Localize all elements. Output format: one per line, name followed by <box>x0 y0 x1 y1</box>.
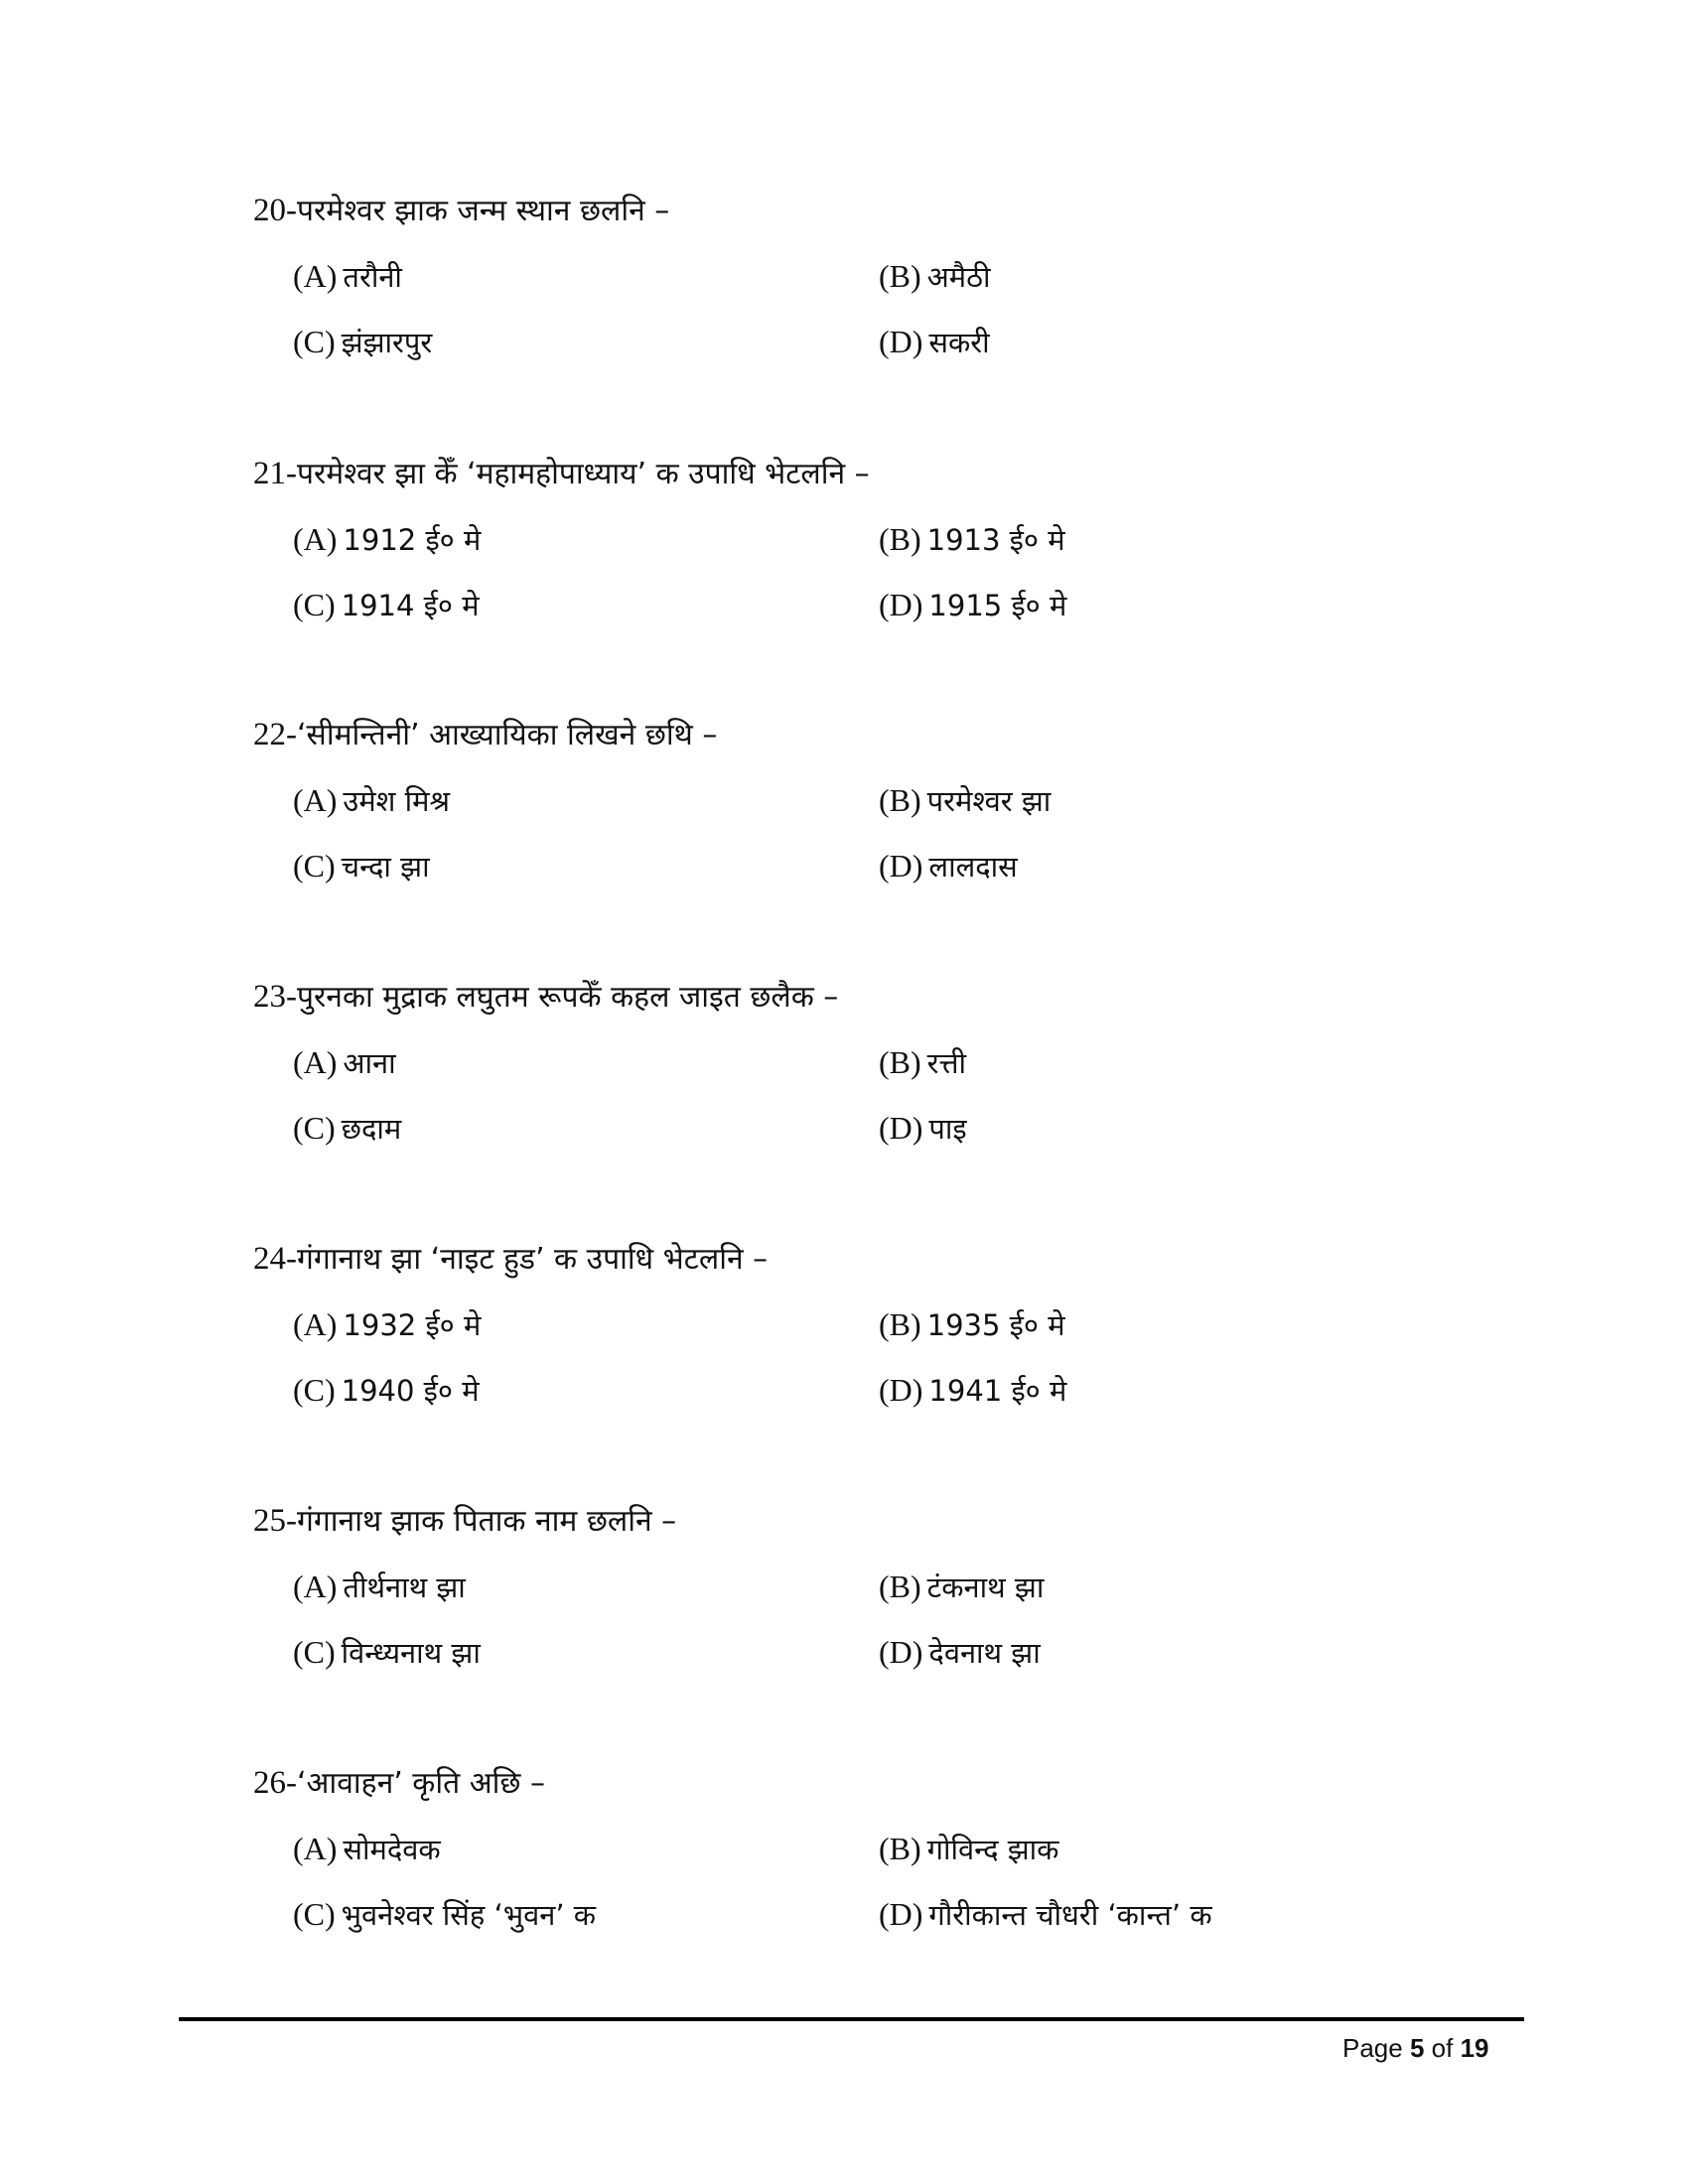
option-letter: (A) <box>293 521 338 557</box>
question-text <box>253 1761 545 1806</box>
question-text <box>253 713 717 757</box>
option-value: लालदास <box>928 850 1018 884</box>
option-value: पाइ <box>928 1112 967 1146</box>
page-number <box>1342 2031 1488 2065</box>
option-d <box>879 320 990 364</box>
option-letter: (B) <box>879 1831 921 1866</box>
question-21 <box>253 452 1544 650</box>
option-d <box>879 1368 1066 1413</box>
question-number: 24- <box>253 1241 297 1277</box>
question-body: ‘सीमन्तिनी’ आख्यायिका लिखने छथि – <box>297 718 718 752</box>
option-value: भुवनेश्वर सिंह ‘भुवन’ क <box>341 1898 597 1932</box>
option-value: तरौनी <box>343 260 402 294</box>
option-a <box>293 517 481 562</box>
question-text <box>253 189 669 233</box>
option-b <box>879 1040 966 1085</box>
option-c <box>293 583 480 627</box>
option-d <box>879 1892 1212 1937</box>
option-letter: (B) <box>879 782 921 818</box>
option-letter: (C) <box>293 324 336 359</box>
current-page: 5 <box>1409 2033 1425 2063</box>
option-letter: (B) <box>879 1306 921 1342</box>
option-letter: (D) <box>879 848 923 884</box>
option-letter: (C) <box>293 1896 336 1932</box>
question-number: 25- <box>253 1503 297 1539</box>
option-value: छदाम <box>341 1112 402 1146</box>
question-body: ‘आवाहन’ कृति अछि – <box>297 1766 546 1801</box>
option-value: सोमदेवक <box>343 1833 441 1866</box>
option-c <box>293 1106 401 1151</box>
question-26 <box>253 1761 1544 1960</box>
option-c <box>293 1630 481 1675</box>
option-a <box>293 1040 396 1085</box>
option-a <box>293 254 402 299</box>
option-value: विन्ध्यनाथ झा <box>341 1636 481 1670</box>
option-letter: (D) <box>879 324 923 359</box>
option-letter: (A) <box>293 1306 338 1342</box>
option-letter: (D) <box>879 1896 923 1932</box>
option-c <box>293 320 432 364</box>
option-value: 1935 ई० मे <box>926 1308 1065 1342</box>
option-b <box>879 1302 1065 1347</box>
question-text <box>253 452 870 496</box>
option-a <box>293 778 450 823</box>
option-d <box>879 1630 1041 1675</box>
question-number: 20- <box>253 193 297 228</box>
option-letter: (A) <box>293 1831 338 1866</box>
option-value: गौरीकान्त चौधरी ‘कान्त’ क <box>928 1898 1212 1932</box>
option-c <box>293 1892 596 1937</box>
question-text <box>253 1499 676 1544</box>
option-letter: (A) <box>293 782 338 818</box>
footer-divider <box>179 2017 1524 2021</box>
option-value: 1941 ई० मे <box>928 1374 1067 1408</box>
option-value: चन्दा झा <box>341 850 430 884</box>
question-25 <box>253 1499 1544 1698</box>
question-body: पुरनका मुद्राक लघुतम रूपकेँ कहल जाइत छलैक – <box>297 980 839 1015</box>
page-prefix: Page <box>1342 2033 1410 2063</box>
option-value: आना <box>343 1046 396 1080</box>
option-b <box>879 778 1051 823</box>
question-text <box>253 975 838 1020</box>
option-letter: (C) <box>293 1634 336 1670</box>
question-body: गंगानाथ झाक पिताक नाम छलनि – <box>297 1504 677 1539</box>
question-number: 26- <box>253 1765 297 1801</box>
question-20 <box>253 189 1544 387</box>
option-b <box>879 1565 1044 1609</box>
option-letter: (B) <box>879 258 921 294</box>
option-value: झंझारपुर <box>341 326 433 359</box>
option-value: उमेश मिश्र <box>343 784 450 818</box>
option-b <box>879 517 1065 562</box>
option-letter: (C) <box>293 1372 336 1408</box>
option-value: 1914 ई० मे <box>341 589 480 622</box>
question-body: परमेश्वर झा केँ ‘महामहोपाध्याय’ क उपाधि भेटलनि – <box>297 457 870 491</box>
option-b <box>879 254 991 299</box>
question-number: 22- <box>253 717 297 752</box>
option-value: गोविन्द झाक <box>926 1833 1059 1866</box>
question-text <box>253 1237 768 1282</box>
option-letter: (A) <box>293 1044 338 1080</box>
option-value: परमेश्वर झा <box>926 784 1052 818</box>
option-letter: (D) <box>879 1110 923 1146</box>
option-a <box>293 1302 481 1347</box>
option-value: 1940 ई० मे <box>341 1374 480 1408</box>
option-letter: (A) <box>293 1569 338 1604</box>
option-letter: (B) <box>879 1044 921 1080</box>
option-d <box>879 583 1066 627</box>
option-b <box>879 1827 1058 1871</box>
option-value: सकरी <box>928 326 990 359</box>
option-a <box>293 1827 441 1871</box>
option-value: 1913 ई० मे <box>926 523 1065 557</box>
option-letter: (C) <box>293 848 336 884</box>
question-22 <box>253 713 1544 911</box>
option-value: रत्ती <box>926 1046 967 1080</box>
option-letter: (C) <box>293 587 336 622</box>
option-letter: (D) <box>879 1372 923 1408</box>
question-number: 23- <box>253 979 297 1015</box>
option-value: 1912 ई० मे <box>343 523 482 557</box>
total-pages: 19 <box>1460 2033 1489 2063</box>
question-body: गंगानाथ झा ‘नाइट हुड’ क उपाधि भेटलनि – <box>297 1242 769 1277</box>
question-23 <box>253 975 1544 1173</box>
question-24 <box>253 1237 1544 1435</box>
option-letter: (B) <box>879 521 921 557</box>
option-d <box>879 844 1018 888</box>
question-number: 21- <box>253 456 297 491</box>
option-letter: (D) <box>879 1634 923 1670</box>
option-value: देवनाथ झा <box>928 1636 1041 1670</box>
question-body: परमेश्वर झाक जन्म स्थान छलनि – <box>297 194 670 228</box>
option-value: टंकनाथ झा <box>926 1570 1045 1604</box>
option-c <box>293 1368 480 1413</box>
option-value: 1932 ई० मे <box>343 1308 482 1342</box>
option-value: अमैठी <box>926 260 991 294</box>
option-letter: (D) <box>879 587 923 622</box>
option-letter: (C) <box>293 1110 336 1146</box>
page-separator: of <box>1424 2033 1461 2063</box>
option-letter: (B) <box>879 1569 921 1604</box>
option-letter: (A) <box>293 258 338 294</box>
option-value: 1915 ई० मे <box>928 589 1067 622</box>
option-c <box>293 844 430 888</box>
option-a <box>293 1565 466 1609</box>
option-d <box>879 1106 967 1151</box>
option-value: तीर्थनाथ झा <box>343 1570 466 1604</box>
